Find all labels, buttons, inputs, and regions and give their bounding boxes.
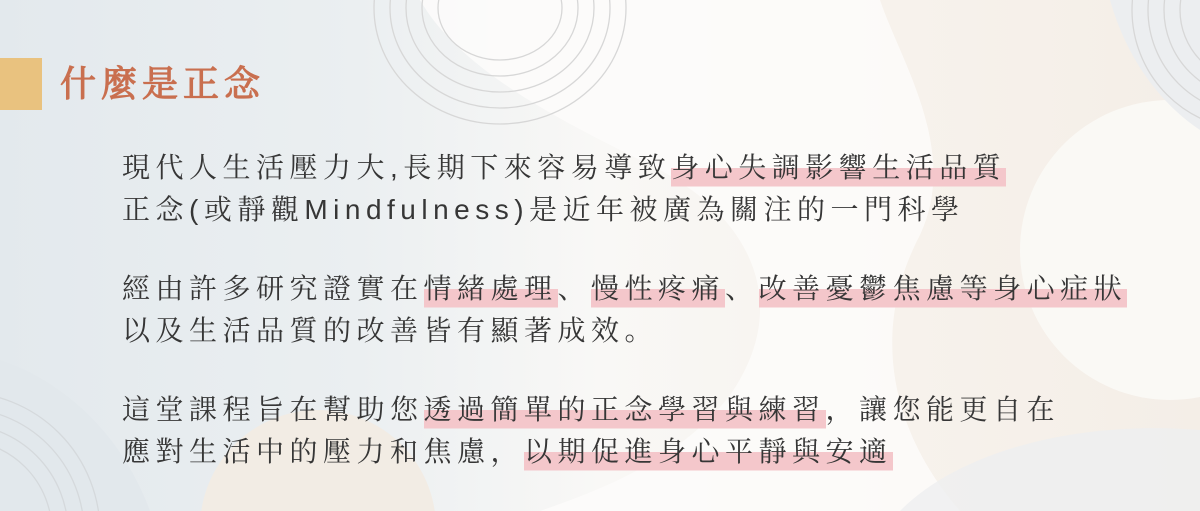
highlighted-phrase: 身心失調影響生活品質 xyxy=(671,147,1006,189)
title-accent-square xyxy=(0,58,42,110)
text-segment: 、 xyxy=(725,273,759,304)
text-line xyxy=(122,268,1127,310)
text-segment: 以及生活品質的改善皆有顯著成效。 xyxy=(122,315,659,346)
text-line xyxy=(122,389,1127,431)
paragraph-stress-and-mindfulness xyxy=(122,147,1127,231)
text-segment: 經由許多研究證實在 xyxy=(122,273,424,304)
highlighted-phrase: 以期促進身心平靜與安適 xyxy=(524,431,893,473)
paragraph-course-goal xyxy=(122,389,1127,473)
text-segment: 、 xyxy=(557,273,592,304)
highlighted-phrase: 情緒處理 xyxy=(424,268,558,310)
text-segment: 這堂課程旨在幫助您 xyxy=(122,394,424,425)
text-segment: ，讓您能更自在 xyxy=(825,394,1061,425)
text-segment: 現代人生活壓力大,長期下來容易導致 xyxy=(122,152,672,183)
text-segment: 正念(或靜觀Mindfulness)是近年被廣為關注的一門科學 xyxy=(122,194,965,225)
text-segment: 應對生活中的壓力和焦慮， xyxy=(122,436,525,467)
highlighted-phrase: 慢性疼痛 xyxy=(591,268,725,310)
highlighted-phrase: 改善憂鬱焦慮等身心症狀 xyxy=(759,268,1128,310)
text-line xyxy=(122,431,1127,473)
text-line xyxy=(122,147,1127,189)
slide-title: 什麼是正念 xyxy=(60,63,266,104)
text-line xyxy=(122,189,1127,231)
highlighted-phrase: 透過簡單的正念學習與練習 xyxy=(424,389,826,431)
paragraph-research-benefits xyxy=(122,268,1127,352)
body-text xyxy=(122,147,1127,473)
text-line xyxy=(122,310,1127,352)
